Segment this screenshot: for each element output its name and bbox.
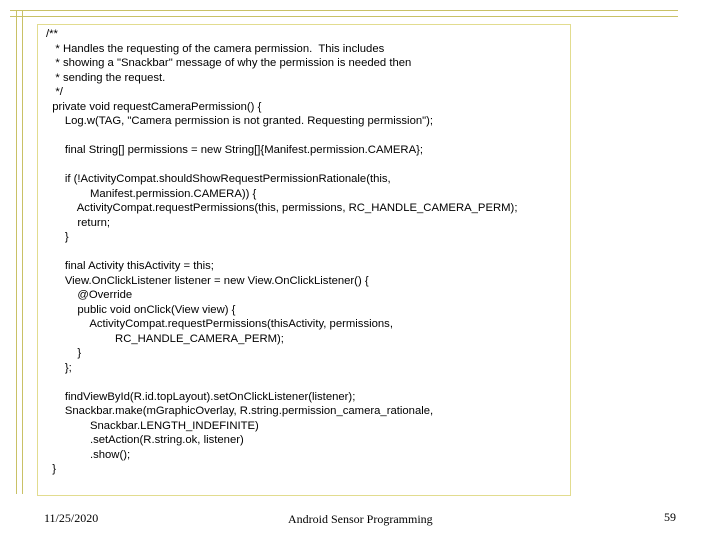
code-line xyxy=(46,375,517,390)
code-line xyxy=(46,245,517,260)
code-line: public void onClick(View view) { xyxy=(46,303,236,316)
code-line: if (!ActivityCompat.shouldShowRequestPermissionRationale(this, xyxy=(46,173,391,185)
code-line: ActivityCompat.requestPermissions(thisActivity, permissions, xyxy=(46,318,393,330)
code-line: RC_HANDLE_CAMERA_PERM); xyxy=(46,332,284,345)
code-line: } xyxy=(46,463,57,475)
footer-title: Android Sensor Programming xyxy=(288,512,433,526)
code-line: /** xyxy=(46,28,58,40)
code-line: } xyxy=(46,231,69,243)
page-number: 59 xyxy=(664,510,676,524)
code-line: * sending the request. xyxy=(46,71,166,84)
code-line: * showing a "Snackbar" message of why the permission is needed then xyxy=(46,57,412,69)
code-line: Snackbar.LENGTH_INDEFINITE) xyxy=(46,419,259,432)
code-block xyxy=(46,27,517,477)
code-line: final Activity thisActivity = this; xyxy=(46,260,214,272)
top-decorative-rule xyxy=(10,10,678,17)
code-line: return; xyxy=(46,216,111,229)
code-line: Manifest.permission.CAMERA)) { xyxy=(46,187,257,200)
code-line: private void requestCameraPermission() { xyxy=(46,100,262,113)
code-line xyxy=(46,129,517,144)
code-line: View.OnClickListener listener = new View.OnClickListener() { xyxy=(46,274,369,287)
code-line: .setAction(R.string.ok, listener) xyxy=(46,434,244,446)
code-line: }; xyxy=(46,361,72,374)
code-line: Snackbar.make(mGraphicOverlay, R.string.permission_camera_rationale, xyxy=(46,405,434,417)
code-line: final String[] permissions = new String[]{Manifest.permission.CAMERA}; xyxy=(46,144,424,156)
code-line: ActivityCompat.requestPermissions(this, permissions, RC_HANDLE_CAMERA_PERM); xyxy=(46,202,518,214)
code-line: Log.w(TAG, "Camera permission is not granted. Requesting permission"); xyxy=(46,115,434,127)
code-line xyxy=(46,158,517,173)
left-decorative-rule xyxy=(16,10,23,494)
code-line: } xyxy=(46,347,82,359)
footer-date: 11/25/2020 xyxy=(44,511,99,525)
code-line: .show(); xyxy=(46,448,131,461)
code-line: */ xyxy=(46,86,63,98)
code-line: * Handles the requesting of the camera permission. This includes xyxy=(46,42,385,55)
code-line: findViewById(R.id.topLayout).setOnClickListener(listener); xyxy=(46,390,356,403)
code-line: @Override xyxy=(46,289,133,301)
